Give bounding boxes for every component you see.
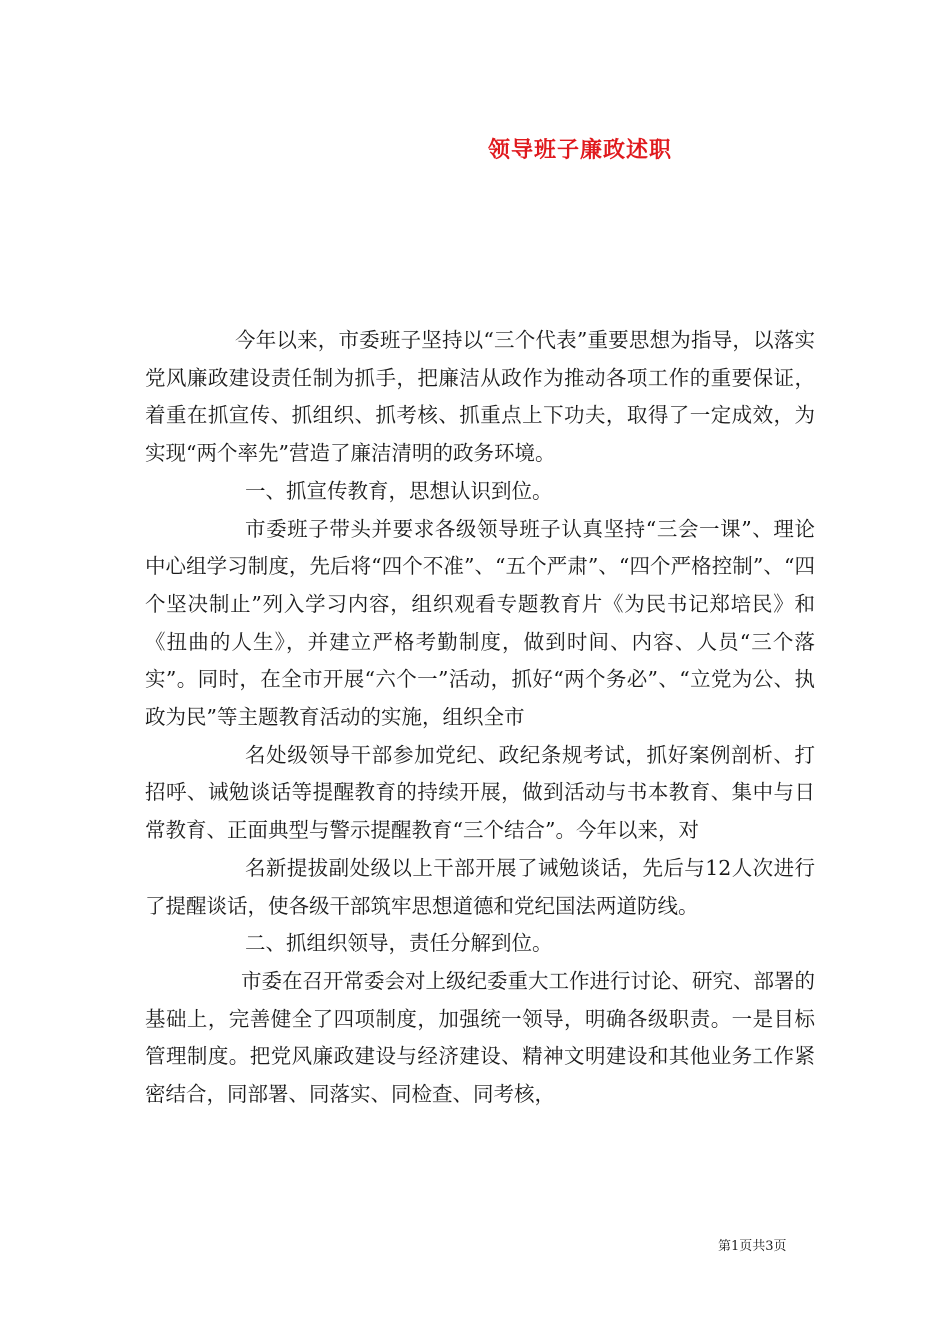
page-number: 第1页共3页 <box>718 1239 787 1254</box>
paragraph-education: 市委班子带头并要求各级领导班子认真坚持“三会一课”、理论中心组学习制度，先后将“四个不准”、“五个严肃”、“四个严格控制”、“四个坚决制止”列入学习内容，组织观看专题教育片《为民书记郑培民》和《扭曲的人生》，并建立严格考勤制度，做到时间、内容、人员“三个落实”。同时，在全市开展“六个一”活动，抓好“两个务必”、“立党为公、执政为民”等主题教育活动的实施，组织全市 <box>145 516 815 730</box>
section-heading-2: 二、抓组织领导，责任分解到位。 <box>245 931 553 956</box>
section-heading-1: 一、抓宣传教育，思想认识到位。 <box>245 478 553 503</box>
paragraph-organization: 市委在召开常委会对上级纪委重大工作进行讨论、研究、部署的基础上，完善健全了四项制度，加强统一领导，明确各级职责。一是目标管理制度。把党风廉政建设与经济建设、精神文明建设和其他业务工作紧密结合，同部署、同落实、同检查、同考核， <box>145 968 815 1107</box>
paragraph-intro: 今年以来，市委班子坚持以“三个代表”重要思想为指导，以落实党风廉政建设责任制为抓手，把廉洁从政作为推动各项工作的重要保证，着重在抓宣传、抓组织、抓考核、抓重点上下功夫，取得了一定成效，为实现“两个率先”营造了廉洁清明的政务环境。 <box>145 328 815 466</box>
document-body <box>145 322 815 1114</box>
paragraph-talks: 名新提拔副处级以上干部开展了诫勉谈话，先后与12人次进行了提醒谈话，使各级干部筑牢思想道德和党纪国法两道防线。 <box>145 855 815 918</box>
document-title: 领导班子廉政述职 <box>488 137 673 163</box>
paragraph-exam: 名处级领导干部参加党纪、政纪条规考试，抓好案例剖析、打招呼、诫勉谈话等提醒教育的持续开展，做到活动与书本教育、集中与日常教育、正面典型与警示提醒教育“三个结合”。今年以来，对 <box>145 742 815 843</box>
